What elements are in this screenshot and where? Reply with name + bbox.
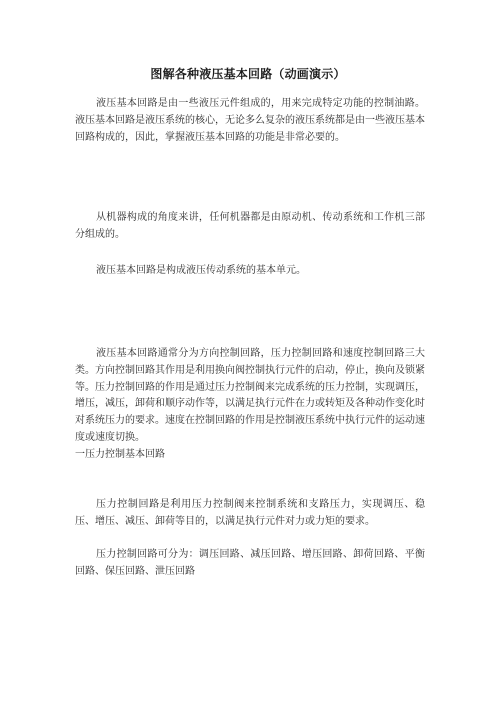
paragraph-machine-structure: 从机器构成的角度来讲，任何机器都是由原动机、传动系统和工作机三部分组成的。: [75, 212, 425, 240]
section-heading: 一压力控制基本回路: [75, 448, 165, 460]
paragraph-pressure-circuit-list: 压力控制回路可分为：调压回路、减压回路、增压回路、卸荷回路、平衡回路、保压回路、泄压回路: [75, 549, 425, 577]
paragraph-circuit-types-text: 液压基本回路通常分为方向控制回路，压力控制回路和速度控制回路三大类。方向控制回路其作用是利用换向阀控制执行元件的启动，停止，换向及锁紧等。压力控制回路的作用是通过压力控制阀来完成系统的压力控制，实现调压，增压，减压，卸荷和顺序动作等，以满足执行元件在力或转矩及各种动作变化时对系统压力的要求。速度在控制回路的作用是控制液压系统中执行元件的运动速度或速度切换。: [75, 348, 425, 443]
paragraph-circuit-types: [75, 346, 425, 464]
paragraph-pressure-control: 压力控制回路是利用压力控制阀来控制系统和支路压力，实现调压、稳压、增压、减压、卸荷等目的，以满足执行元件对力或力矩的要求。: [75, 499, 425, 527]
paragraph-basic-unit: 液压基本回路是构成液压传动系统的基本单元。: [96, 265, 306, 276]
document-title: 图解各种液压基本回路（动画演示）: [150, 67, 346, 81]
paragraph-intro: 液压基本回路是由一些液压元件组成的，用来完成特定功能的控制油路。液压基本回路是液压系统的核心，无论多么复杂的液压系统都是由一些液压基本回路构成的，因此，掌握液压基本回路的功能是非常必要的。: [75, 98, 425, 143]
